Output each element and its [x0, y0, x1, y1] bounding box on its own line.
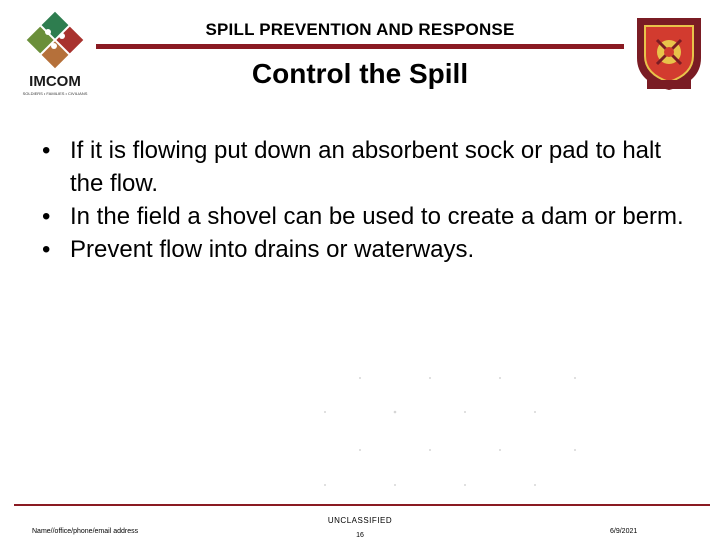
header-divider [96, 44, 624, 49]
classification-label: UNCLASSIFIED [327, 516, 393, 525]
slide-title: Control the Spill [251, 58, 469, 89]
bullet-dot: • [42, 137, 51, 164]
bullet-list [42, 134, 692, 266]
bullet-text: In the field a shovel can be used to create a dam or berm. [70, 203, 684, 230]
bullet-item [42, 233, 692, 266]
svg-text:IMCOM: IMCOM [29, 73, 81, 90]
footer-contact: Name//office/phone/email address [32, 528, 139, 535]
svg-text:SOLDIERS • FAMILIES • CIVILIAN: SOLDIERS • FAMILIES • CIVILIANS [22, 91, 88, 96]
imcom-logo [14, 10, 96, 98]
header-title: SPILL PREVENTION AND RESPONSE [205, 20, 515, 39]
page-number: 16 [356, 532, 364, 539]
imcom-seal-logo [633, 12, 705, 92]
bullet-item [42, 200, 692, 233]
footer-date: 6/9/2021 [610, 528, 638, 535]
bullet-text: Prevent flow into drains or waterways. [70, 236, 475, 263]
bullet-text: If it is flowing put down an absorbent sock or pad to halt the flow. [70, 137, 662, 197]
background-dot-pattern [300, 370, 600, 520]
bullet-dot: • [42, 203, 51, 230]
footer-divider [14, 504, 710, 506]
bullet-item [42, 134, 692, 200]
bullet-dot: • [42, 236, 51, 263]
